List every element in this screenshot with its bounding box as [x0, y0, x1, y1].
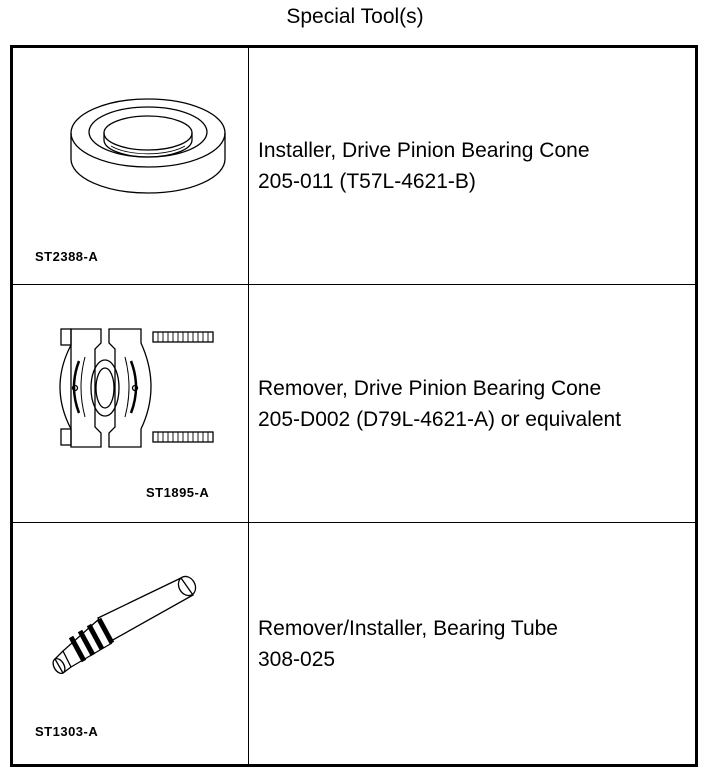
- table-row: [12, 47, 697, 285]
- page-title: Special Tool(s): [286, 5, 424, 28]
- tool-code: ST1303-A: [35, 724, 99, 739]
- tool-name: Remover, Drive Pinion Bearing Cone: [258, 376, 602, 400]
- table-row: [12, 523, 697, 766]
- tool-description-cell: [249, 523, 697, 766]
- tool-code: ST1895-A: [146, 485, 210, 500]
- tool-image-cell: [12, 285, 249, 523]
- tool-description-cell: [249, 285, 697, 523]
- special-tools-table: [10, 45, 698, 767]
- tool-image-cell: [12, 47, 249, 285]
- tool-name: Remover/Installer, Bearing Tube: [258, 616, 558, 640]
- tool-description-cell: [249, 47, 697, 285]
- tool-name: Installer, Drive Pinion Bearing Cone: [258, 139, 590, 162]
- bearing-separator-remover-icon: [13, 285, 248, 522]
- tool-part-number: 308-025: [258, 647, 336, 671]
- table-row: [12, 285, 697, 523]
- tool-code: ST2388-A: [35, 249, 99, 264]
- tool-part-number: 205-011 (T57L-4621-B): [258, 170, 476, 193]
- tool-image-cell: [12, 523, 249, 766]
- tool-part-number: 205-D002 (D79L-4621-A) or equivalent: [258, 407, 622, 431]
